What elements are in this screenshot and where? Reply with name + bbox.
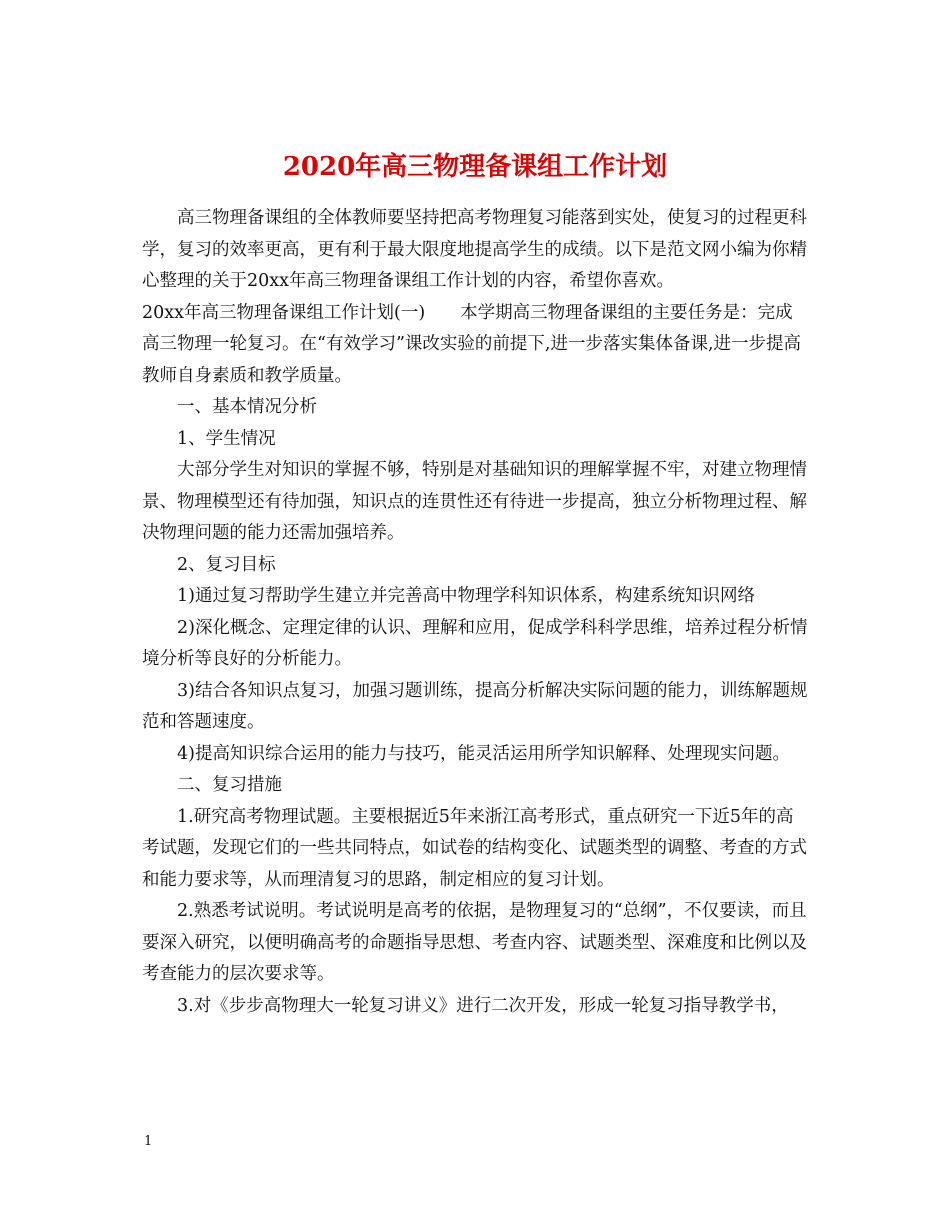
review-goal-4: 4)提高知识综合运用的能力与技巧，能灵活运用所学知识解释、处理现实问题。 [177,743,790,764]
review-goal-1: 1)通过复习帮助学生建立并完善高中物理学科知识体系，构建系统知识网络 [177,586,755,606]
review-measure-3: 3.对《步步高物理大一轮复习讲义》进行二次开发，形成一轮复习指导教学书， [177,995,789,1016]
student-situation-paragraph: 大部分学生对知识的掌握不够，特别是对基础知识的理解掌握不牢，对建立物理情景、物理模型还有待加强，知识点的连贯性还有待进一步提高，独立分析物理过程、解决物理问题的能力还需加强培养。 [142,460,807,543]
section-heading-basic-analysis: 一、基本情况分析 [177,397,317,417]
document-body [142,203,810,1022]
section-heading-review-measures: 二、复习措施 [177,775,282,795]
document-title: 2020年高三物理备课组工作计划 [282,152,668,183]
page-number: 1 [144,1134,153,1149]
plan-one-paragraph: 20xx年高三物理备课组工作计划(一) 本学期高三物理备课组的主要任务是：完成高三物理一轮复习。在“有效学习”课改实验的前提下,进一步落实集体备课,进一步提高教师自身素质和教学质量。 [142,302,802,386]
review-measure-2: 2.熟悉考试说明。考试说明是高考的依据，是物理复习的“总纲”，不仅要读，而且要深入研究，以便明确高考的命题指导思想、考查内容、试题类型、深难度和比例以及考查能力的层次要求等。 [142,901,807,984]
intro-paragraph: 高三物理备课组的全体教师要坚持把高考物理复习能落到实处，使复习的过程更科学，复习的效率更高，更有利于最大限度地提高学生的成绩。以下是范文网小编为你精心整理的关于20xx年高三物理备课组工作计划的内容，希望你喜欢。 [142,208,807,291]
review-goal-2: 2)深化概念、定理定律的认识、理解和应用，促成学科科学思维，培养过程分析情境分析等良好的分析能力。 [142,617,808,669]
review-measure-1: 1.研究高考物理试题。主要根据近5年来浙江高考形式，重点研究一下近5年的高考试题，发现它们的一些共同特点，如试卷的结构变化、试题类型的调整、考查的方式和能力要求等，从而理清复习的思路，制定相应的复习计划。 [142,806,807,890]
subheading-student-situation: 1、学生情况 [177,428,276,449]
review-goal-3: 3)结合各知识点复习，加强习题训练，提高分析解决实际问题的能力，训练解题规范和答题速度。 [142,680,808,732]
subheading-review-goals: 2、复习目标 [177,554,276,575]
